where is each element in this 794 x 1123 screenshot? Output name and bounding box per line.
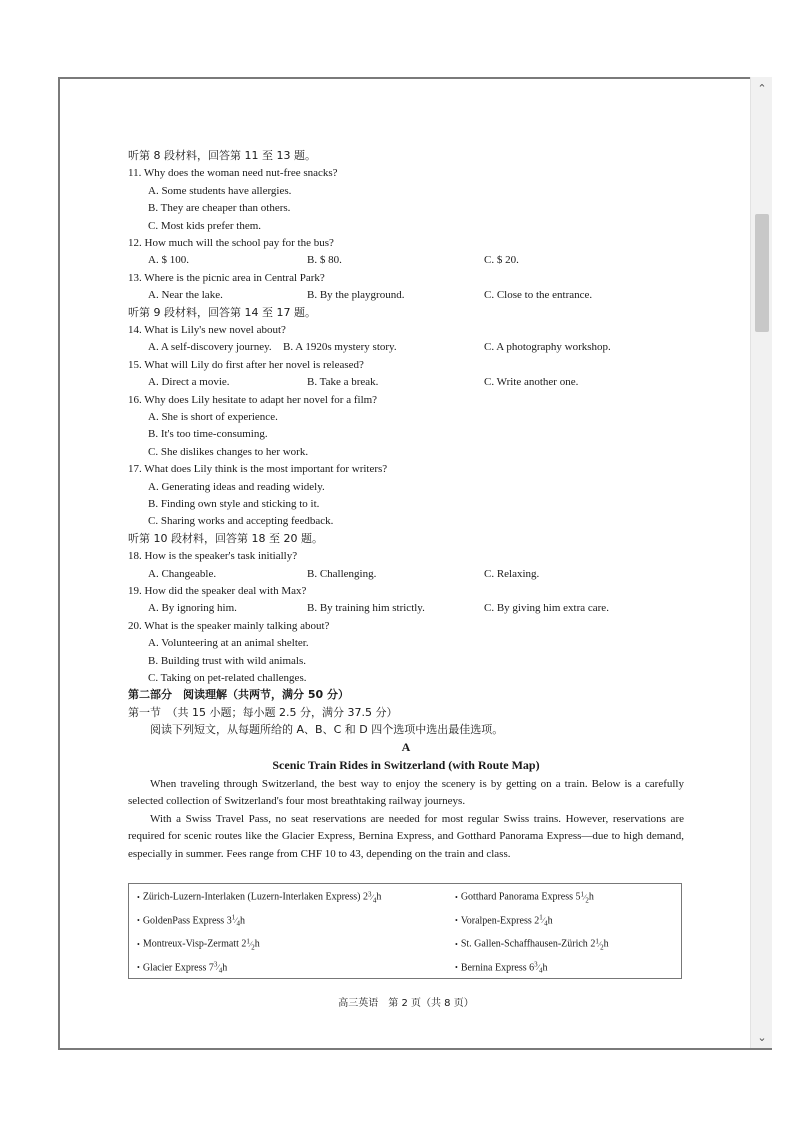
route-name: Gotthard Panorama Express [460, 891, 576, 903]
bullet-icon: • [137, 916, 140, 926]
question-stem: 16. Why does Lily hesitate to adapt her novel for a film? [128, 393, 378, 406]
option-c: C. Most kids prefer them. [148, 219, 262, 232]
route-duration-whole: 2 [362, 891, 368, 903]
option-b: B. Building trust with wild animals. [148, 654, 306, 667]
option-a: A. By ignoring him. [148, 602, 237, 615]
option-a: A. $ 100. [148, 254, 189, 267]
route-name: GoldenPass Express [142, 915, 227, 927]
question-stem: 19. How did the speaker deal with Max? [128, 585, 307, 597]
route-duration-fraction: $^3⁄_4$ [213, 960, 223, 975]
page-footer: 高三英语 第 2 页（共 8 页） [338, 998, 474, 1009]
bullet-icon: • [455, 939, 458, 949]
part-two-heading: 第二部分 阅读理解（共两节，满分 50 分） [128, 688, 349, 702]
option-c: C. Close to the entrance. [484, 289, 593, 302]
vertical-scrollbar[interactable] [750, 77, 772, 1050]
route-item [455, 890, 594, 904]
route-duration-whole: 7 [208, 962, 214, 974]
option-b: B. $ 80. [307, 254, 342, 267]
question-stem: 15. What will Lily do first after her novel is released? [128, 358, 364, 371]
route-duration-unit: h [603, 938, 609, 950]
passage-paragraph-1: When traveling through Switzerland, the best way to enjoy the scenery is by getting on a train. Below is a carefully selected collection of Switzerland's four most breathtaking railway journeys. [128, 778, 684, 808]
option-a: A. She is short of experience. [148, 411, 278, 423]
option-c: C. $ 20. [484, 254, 519, 267]
scroll-down-icon[interactable]: ⌄ [757, 1031, 767, 1044]
route-item [137, 937, 260, 951]
route-name: Montreux-Visp-Zermatt [142, 938, 242, 950]
route-duration-fraction: $^1⁄_4$ [231, 913, 241, 928]
option-a: A. Volunteering at an animal shelter. [148, 637, 309, 650]
section-heading: 听第 9 段材料，回答第 14 至 17 题。 [128, 305, 316, 319]
route-list-box [128, 883, 682, 979]
option-b: B. Take a break. [307, 376, 379, 389]
option-c: C. By giving him extra care. [484, 602, 609, 615]
passage-letter: A [401, 740, 411, 754]
bullet-icon: • [455, 892, 458, 902]
option-a: A. A self-discovery journey. [148, 341, 272, 354]
option-a: A. Some students have allergies. [148, 184, 292, 197]
route-duration-fraction: $^1⁄_4$ [539, 913, 548, 928]
option-c: C. Relaxing. [484, 567, 540, 580]
section-heading: 听第 8 段材料，回答第 11 至 13 题。 [128, 149, 316, 162]
question-stem: 17. What does Lily think is the most important for writers? [128, 463, 388, 476]
route-duration-unit: h [222, 962, 228, 974]
route-duration-whole: 2 [241, 938, 247, 950]
option-b: B. It's too time-consuming. [148, 428, 268, 441]
route-duration-fraction: $^1⁄_2$ [595, 937, 604, 952]
question-stem: 13. Where is the picnic area in Central Park? [128, 271, 325, 284]
question-stem: 20. What is the speaker mainly talking about? [128, 619, 330, 632]
option-c: C. Taking on pet-related challenges. [148, 672, 307, 684]
route-duration-unit: h [240, 915, 246, 927]
route-duration-unit: h [588, 891, 594, 903]
route-duration-unit: h [254, 938, 260, 950]
route-duration-fraction: $^1⁄_2$ [246, 937, 255, 952]
route-duration-unit: h [376, 891, 382, 903]
option-b: B. Finding own style and sticking to it. [148, 498, 320, 510]
option-c: C. Sharing works and accepting feedback. [148, 515, 334, 528]
question-stem: 18. How is the speaker's task initially? [128, 550, 298, 563]
route-item [455, 914, 553, 928]
route-duration-unit: h [547, 915, 553, 927]
section-heading: 听第 10 段材料，回答第 18 至 20 题。 [128, 531, 323, 545]
route-name: St. Gallen-Schaffhausen-Zürich [460, 938, 591, 950]
question-stem: 11. Why does the woman need nut-free snacks? [128, 167, 338, 180]
route-name: Voralpen-Express [460, 915, 535, 927]
route-duration-fraction: $^3⁄_4$ [367, 890, 377, 905]
option-a: A. Generating ideas and reading widely. [148, 480, 325, 493]
route-item [137, 914, 245, 928]
route-item [455, 937, 609, 951]
option-c: C. She dislikes changes to her work. [148, 445, 309, 458]
option-b: B. By the playground. [307, 289, 405, 302]
bullet-icon: • [137, 963, 140, 973]
route-duration-whole: 6 [529, 962, 535, 974]
option-c: C. A photography workshop. [484, 341, 611, 354]
option-a: A. Changeable. [148, 567, 217, 580]
scroll-up-icon[interactable]: ⌃ [757, 82, 767, 95]
bullet-icon: • [137, 892, 140, 902]
route-name: Glacier Express [142, 962, 209, 974]
route-duration-fraction: $^3⁄_4$ [534, 960, 543, 975]
route-name: Zürich-Luzern-Interlaken (Luzern-Interlaken Express) [142, 891, 363, 903]
option-b: B. Challenging. [307, 567, 377, 580]
route-duration-whole: 2 [534, 915, 540, 927]
route-duration-unit: h [542, 962, 548, 974]
option-b: B. By training him strictly. [307, 602, 425, 615]
bullet-icon: • [455, 963, 458, 973]
option-b: B. A 1920s mystery story. [283, 341, 397, 354]
option-a: A. Direct a movie. [148, 376, 230, 389]
route-name: Bernina Express [460, 962, 530, 974]
route-duration-whole: 3 [226, 915, 232, 927]
question-stem: 14. What is Lily's new novel about? [128, 324, 286, 336]
reading-instruction: 阅读下列短文，从每题所给的 A、B、C 和 D 四个选项中选出最佳选项。 [150, 723, 504, 737]
viewer-bottom-border [58, 1048, 772, 1050]
passage-paragraph-2: With a Swiss Travel Pass, no seat reservations are needed for most regular Swiss trains. However, reservations are required for scenic routes like the Glacier Express, Bernina Express, and Gotthard Panorama Express—due to high demand, especially in summer. Fees range from CHF 10 to 43, depending on the train and class. [128, 813, 684, 860]
route-duration-whole: 2 [590, 938, 596, 950]
route-item [455, 961, 547, 975]
option-a: A. Near the lake. [148, 289, 223, 302]
option-c: C. Write another one. [484, 376, 579, 389]
scroll-thumb[interactable] [755, 214, 769, 332]
route-item [137, 961, 227, 975]
route-item [137, 890, 381, 904]
bullet-icon: • [455, 916, 458, 926]
route-duration-whole: 5 [575, 891, 581, 903]
bullet-icon: • [137, 939, 140, 949]
option-b: B. They are cheaper than others. [148, 202, 291, 215]
question-stem: 12. How much will the school pay for the bus? [128, 237, 334, 249]
section-one-heading: 第一节 （共 15 小题；每小题 2.5 分，满分 37.5 分） [128, 705, 398, 719]
route-duration-fraction: $^1⁄_2$ [580, 890, 589, 905]
passage-title: Scenic Train Rides in Switzerland (with Route Map) [272, 758, 540, 772]
